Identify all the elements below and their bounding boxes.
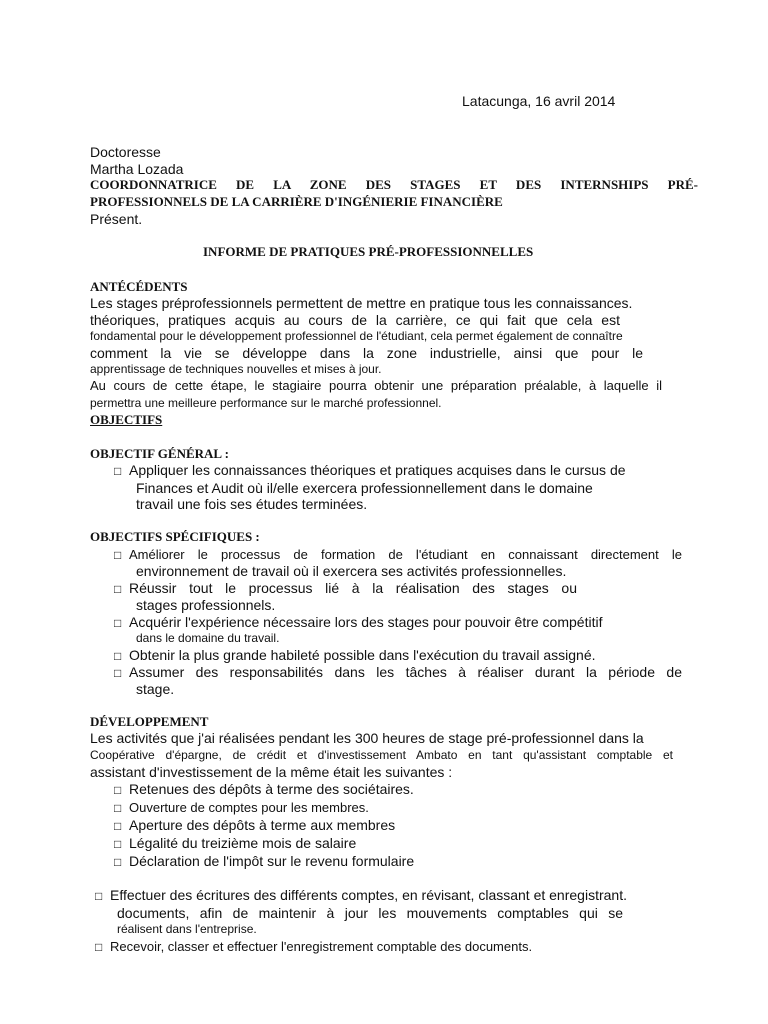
antecedents-heading: ANTÉCÉDENTS xyxy=(90,279,188,294)
objectifs-specifiques-heading: OBJECTIFS SPÉCIFIQUES : xyxy=(90,529,260,544)
objectif-general-line: travail une fois ses études terminées. xyxy=(136,496,368,512)
developpement-intro-line: Coopérative d'épargne, de crédit et d'investissement Ambato en tant qu'assistant comptable et xyxy=(90,748,673,762)
activity-extra-line: réalisent dans l'entreprise. xyxy=(117,922,257,936)
antecedents-line: théoriques, pratiques acquis au cours de la carrière, ce qui fait que cela est xyxy=(90,312,620,328)
antecedents-line: fondamental pour le développement professionnel de l'étudiant, cela permet également de connaître xyxy=(90,329,623,343)
recipient-name: Martha Lozada xyxy=(90,161,184,177)
document-title: INFORME DE PRATIQUES PRÉ-PROFESSIONNELLES xyxy=(203,244,534,259)
activity-item: □ Déclaration de l'impôt sur le revenu formulaire xyxy=(114,853,414,869)
antecedents-line: Au cours de cette étape, le stagiaire pourra obtenir une préparation préalable, à laquelle il xyxy=(90,378,662,393)
antecedents-line: comment la vie se développe dans la zone industrielle, ainsi que pour le xyxy=(90,345,643,361)
objectif-specifique-item: □ Améliorer le processus de formation de l'étudiant en connaissant directement le xyxy=(114,547,682,562)
objectifs-heading: OBJECTIFS xyxy=(90,412,163,427)
activity-item: □ Ouverture de comptes pour les membres. xyxy=(114,800,369,815)
objectif-specifique-line: stages professionnels. xyxy=(136,597,276,613)
recipient-role-line-2: PROFESSIONNELS DE LA CARRIÈRE D'INGÉNIERIE FINANCIÈRE xyxy=(90,194,503,209)
objectif-general-heading: OBJECTIF GÉNÉRAL : xyxy=(90,446,229,461)
recipient-title: Doctoresse xyxy=(90,144,161,160)
developpement-intro-line: assistant d'investissement de la même était les suivantes : xyxy=(90,764,453,780)
recipient-role-line-1: COORDONNATRICE DE LA ZONE DES STAGES ET DES INTERNSHIPS PRÉ- xyxy=(90,177,698,192)
antecedents-line: Les stages préprofessionnels permettent de mettre en pratique tous les connaissances. xyxy=(90,295,633,311)
objectif-specifique-line: stage. xyxy=(136,681,175,697)
activity-extra-item: □ Recevoir, classer et effectuer l'enregistrement comptable des documents. xyxy=(95,939,532,954)
activity-item: □ Retenues des dépôts à terme des sociétaires. xyxy=(114,781,414,797)
antecedents-line: apprentissage de techniques nouvelles et mises à jour. xyxy=(90,362,382,376)
objectif-specifique-line: environnement de travail où il exercera ses activités professionnelles. xyxy=(136,563,567,579)
objectif-specifique-line: dans le domaine du travail. xyxy=(136,631,280,645)
present-line: Présent. xyxy=(90,211,143,227)
activity-extra-line: documents, afin de maintenir à jour les mouvements comptables qui se xyxy=(117,905,623,921)
objectif-general-line: Finances et Audit où il/elle exercera professionnellement dans le domaine xyxy=(136,480,593,496)
objectif-general-item: □ Appliquer les connaissances théoriques et pratiques acquises dans le cursus de xyxy=(114,462,626,478)
activity-item: □ Légalité du treizième mois de salaire xyxy=(114,835,356,851)
objectif-specifique-item: □ Acquérir l'expérience nécessaire lors des stages pour pouvoir être compétitif xyxy=(114,614,602,630)
developpement-intro-line: Les activités que j'ai réalisées pendant les 300 heures de stage pré-professionnel dans la xyxy=(90,730,644,746)
date-line: Latacunga, 16 avril 2014 xyxy=(462,93,616,109)
activity-extra-item: □ Effectuer des écritures des différents comptes, en révisant, classant et enregistrant. xyxy=(95,887,627,903)
objectif-specifique-item: □ Réussir tout le processus lié à la réalisation des stages ou xyxy=(114,580,577,596)
antecedents-line: permettra une meilleure performance sur le marché professionnel. xyxy=(90,396,442,410)
activity-item: □ Aperture des dépôts à terme aux membres xyxy=(114,817,395,833)
objectif-specifique-item: □ Assumer des responsabilités dans les tâches à réaliser durant la période de xyxy=(114,664,682,680)
objectif-specifique-item: □ Obtenir la plus grande habileté possible dans l'exécution du travail assigné. xyxy=(114,647,596,663)
developpement-heading: DÉVELOPPEMENT xyxy=(90,714,209,729)
